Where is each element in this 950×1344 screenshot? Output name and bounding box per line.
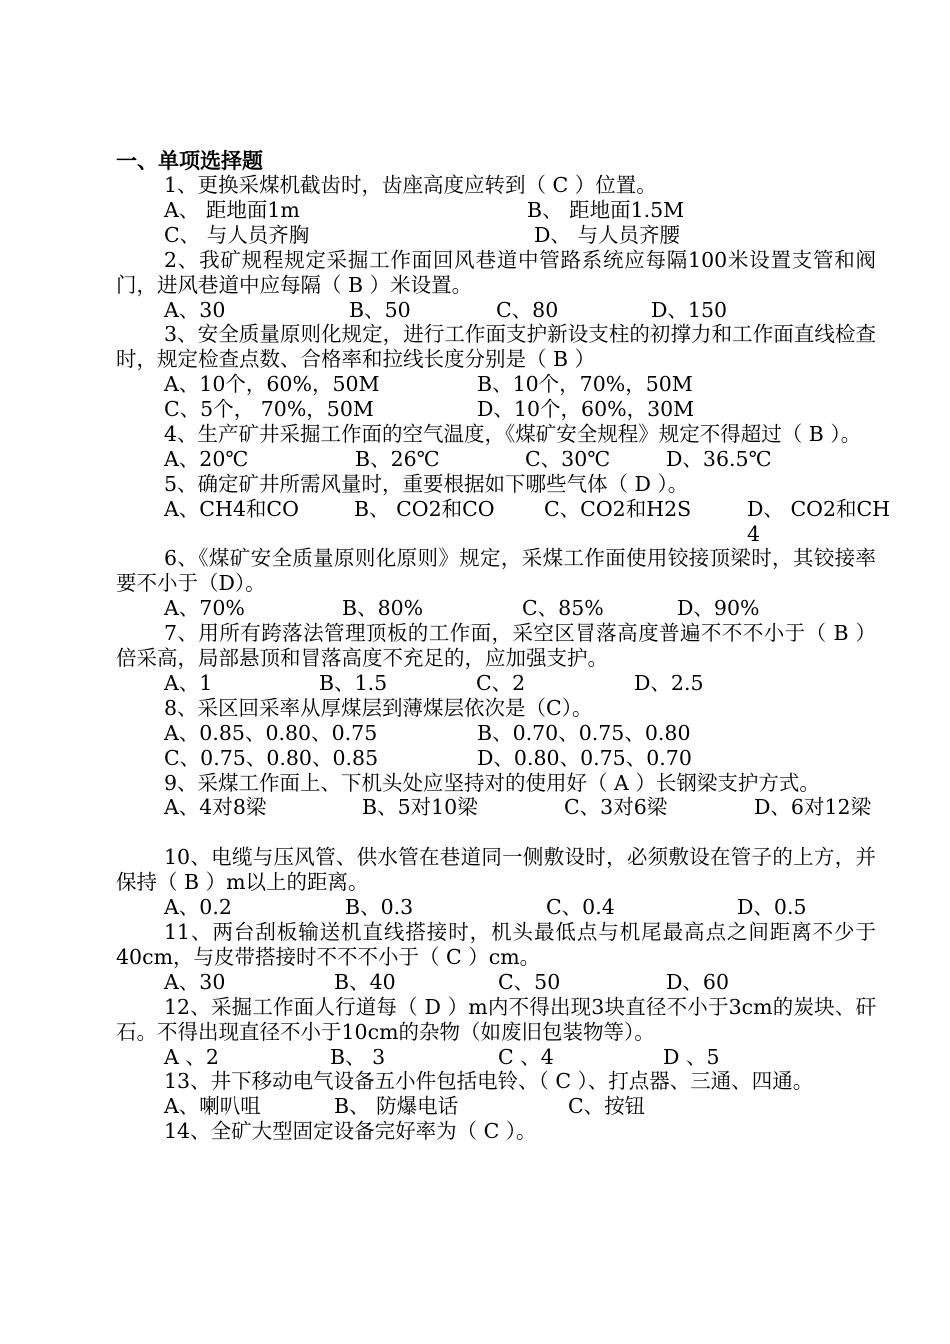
answer-option: B、1.5 xyxy=(319,671,388,695)
question-text: 8、采区回采率从厚煤层到薄煤层依次是（C）。 xyxy=(164,695,593,720)
answer-option: B、40 xyxy=(334,969,396,994)
question-text: 10、电缆与压风管、供水管在巷道同一侧敷设时，必须敷设在管子的上方，并保持（ B ）m以上的距离。 xyxy=(116,845,876,895)
question-text: 9、采煤工作面上、下机头处应坚持对的使用好（ A ）长钢梁支护方式。 xyxy=(164,770,820,795)
answer-option: C、85% xyxy=(522,596,604,621)
answer-option: A、 距地面1m xyxy=(164,197,300,222)
option-row xyxy=(116,447,876,472)
answer-option: C、0.4 xyxy=(546,895,615,920)
answer-option: D 、5 xyxy=(663,1044,720,1069)
answer-option: C、80 xyxy=(496,297,559,322)
answer-option: A、0.2 xyxy=(164,895,232,920)
answer-option: C、3对6梁 xyxy=(564,795,668,820)
answer-option: B、10个，70%，50M xyxy=(477,372,693,397)
answer-option: A、10个，60%，50M xyxy=(164,372,380,397)
answer-option: D、0.5 xyxy=(737,895,807,920)
option-row xyxy=(116,1045,876,1070)
option-row xyxy=(116,397,876,422)
answer-option: C、30℃ xyxy=(525,446,611,471)
answer-option: B、0.3 xyxy=(345,895,414,920)
answer-option: A、喇叭咀 xyxy=(164,1094,261,1119)
answer-option: B、50 xyxy=(349,297,411,322)
option-row xyxy=(116,298,876,323)
option-row xyxy=(116,970,876,995)
option-row xyxy=(116,895,876,920)
answer-option: B、5对10梁 xyxy=(362,795,478,820)
option-row xyxy=(116,1094,876,1119)
answer-option: A、20℃ xyxy=(164,446,249,471)
option-row xyxy=(116,223,876,248)
answer-option: A、30 xyxy=(164,297,226,322)
question-text: 7、用所有跨落法管理顶板的工作面，采空区冒落高度普遍不不不小于（ B ）倍采高，局部悬顶和冒落高度不充足的，应加强支护。 xyxy=(116,621,876,671)
answer-option: B、 防爆电话 xyxy=(334,1094,459,1119)
answer-option: C、2 xyxy=(476,671,526,695)
answer-option: A、70% xyxy=(164,596,245,621)
answer-option: D、 CO2和CH4 xyxy=(747,496,891,546)
option-row xyxy=(116,596,876,621)
answer-option: D、6对12梁 xyxy=(754,795,872,820)
question-text: 11、两台刮板输送机直线搭接时，机头最低点与机尾最高点之间距离不少于40cm，与皮带搭接时不不不小于（ C ）cm。 xyxy=(116,919,876,969)
answer-option: A、30 xyxy=(164,969,226,994)
answer-option: D、60 xyxy=(666,969,730,994)
question-text: 3、安全质量原则化规定，进行工作面支护新设支柱的初撑力和工作面直线检查时，规定检查点数、合格率和拉线长度分别是（ B ） xyxy=(116,322,876,372)
answer-option: B、26℃ xyxy=(355,446,440,471)
section-heading: 一、单项选择题 xyxy=(116,149,263,173)
answer-option: A、0.85、0.80、0.75 xyxy=(164,720,378,745)
answer-option: B、80% xyxy=(342,596,424,621)
answer-option: B、 3 xyxy=(330,1044,386,1069)
answer-option: D、150 xyxy=(651,297,728,322)
answer-option: D、90% xyxy=(677,596,760,621)
question-text: 1、更换采煤机截齿时，齿座高度应转到（ C ）位置。 xyxy=(164,173,657,197)
option-row xyxy=(116,671,876,696)
option-row xyxy=(116,795,876,845)
answer-option: C、按钮 xyxy=(568,1094,646,1119)
question-text: 2、我矿规程规定采掘工作面回风巷道中管路系统应每隔100米设置支管和阀门，进风巷道中应每隔（ B ）米设置。 xyxy=(116,247,876,297)
option-row xyxy=(116,372,876,397)
answer-option: A、4对8梁 xyxy=(164,795,267,820)
question-text: 12、采掘工作面人行道每（ D ）m内不得出现3块直径不小于3cm的炭块、矸石。不得出现直径不小于10cm的杂物（如废旧包装物等）。 xyxy=(116,994,876,1044)
answer-option: A、CH4和CO xyxy=(164,496,299,521)
answer-option: C 、4 xyxy=(498,1044,554,1069)
question-text: 6、《煤矿安全质量原则化原则》规定，采煤工作面使用铰接顶梁时，其铰接率要不小于（D）。 xyxy=(116,546,876,596)
question-text: 5、确定矿井所需风量时，重要根据如下哪些气体（ D ）。 xyxy=(164,471,689,496)
answer-option: B、 CO2和CO xyxy=(354,496,495,521)
answer-option: B、 距地面1.5M xyxy=(527,197,685,222)
question-list xyxy=(116,173,891,1144)
answer-option: D、0.80、0.75、0.70 xyxy=(477,745,692,770)
answer-option: C、0.75、0.80、0.85 xyxy=(164,745,379,770)
option-row xyxy=(116,496,891,547)
option-row xyxy=(116,746,876,771)
answer-option: D、2.5 xyxy=(634,671,704,695)
question-text: 14、全矿大型固定设备完好率为（ C ）。 xyxy=(164,1119,537,1144)
question-text: 4、生产矿井采掘工作面的空气温度，《煤矿安全规程》规定不得超过（ B ）。 xyxy=(164,421,862,446)
answer-option: A 、2 xyxy=(164,1044,219,1069)
answer-option: C、CO2和H2S xyxy=(544,496,692,521)
answer-option: C、5个， 70%，50M xyxy=(164,397,374,422)
answer-option: C、50 xyxy=(498,969,561,994)
question-text: 13、井下移动电气设备五小件包括电铃、（ C ）、打点器、三通、四通。 xyxy=(164,1069,814,1094)
answer-option: D、36.5℃ xyxy=(666,446,772,471)
option-row xyxy=(116,721,876,746)
answer-option: C、 与人员齐胸 xyxy=(164,222,310,247)
answer-option: A、1 xyxy=(164,671,213,695)
answer-option: B、0.70、0.75、0.80 xyxy=(477,720,691,745)
answer-option: D、 与人员齐腰 xyxy=(534,222,680,247)
option-row xyxy=(116,198,876,223)
answer-option: D、10个，60%，30M xyxy=(477,397,695,422)
